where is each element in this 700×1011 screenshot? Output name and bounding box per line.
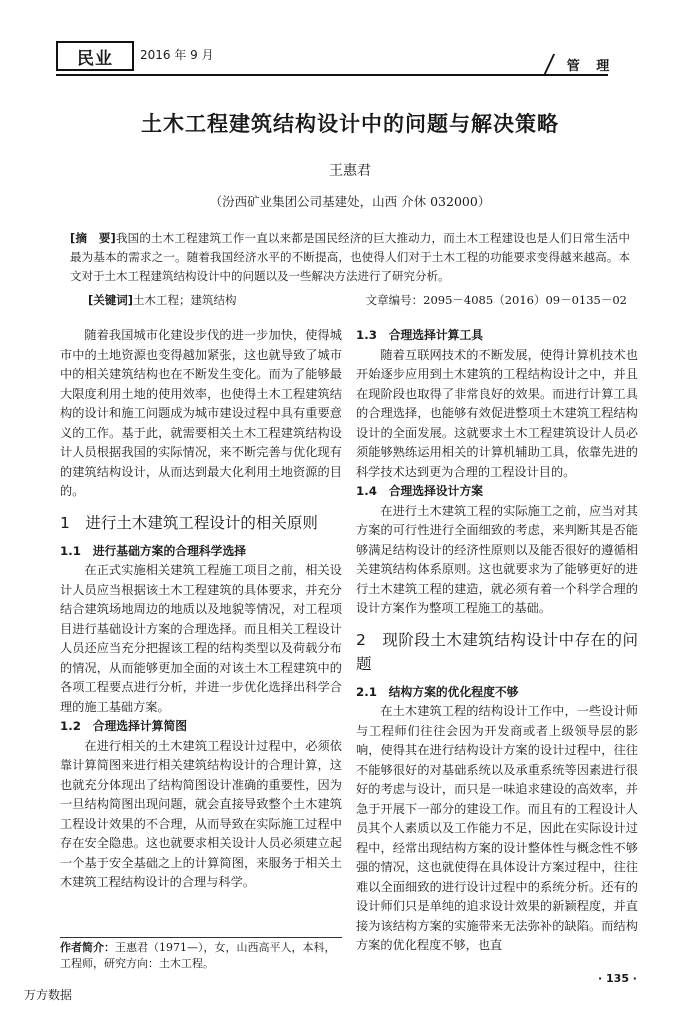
section-1-3-text: 随着互联网技术的不断发展，使得计算机技术也开始逐步应用到土木建筑的工程结构设计之中，并且在现阶段也取得了非常良好的效果。而进行计算工具的合理选择，也能够有效促进整项土木建筑工程结构设计的全面发展。这就要求土木工程建筑设计人员必须能够熟练运用相关的计算机辅助工具，依靠先进的科学技术达到更为合理的工程设计目的。 (356, 347, 638, 479)
header-rule (56, 74, 608, 76)
left-column (60, 326, 342, 893)
section-1-2-text: 在进行相关的土木建筑工程设计过程中，必须依靠计算简图来进行相关建筑结构设计的合理计算，这也就充分体现出了结构简图设计准确的重要性，因为一旦结构简图出现问题，就会直接导致整个土木建筑工程设计效果的不合理，从而导致在实际施工过程中存在安全隐患。这也就要求相关设计人员必须建立起一个基于安全基础之上的计算简图，来服务于相关土木建筑工程结构设计的合理与科学。 (60, 738, 342, 889)
article-number: 文章编号：2095－4085（2016）09－0135－02 (365, 293, 627, 307)
article-title: 土木工程建筑结构设计中的问题与解决策略 (141, 112, 559, 136)
author-footnote (60, 940, 342, 972)
page-number: · 135 · (598, 972, 637, 985)
section-1-3-heading: 1.3 合理选择计算工具 (356, 328, 484, 342)
section-1-1-text: 在正式实施相关建筑工程施工项目之前，相关设计人员应当根据该土木工程建筑的具体要求，并充分结合建筑场地周边的地质以及地貌等情况，对工程项目进行基础设计方案的合理选择。而且相关工程设计人员还应当充分把握该工程的结构类型以及荷载分布的情况，从而能够更加全面的对该土木工程建筑中的各项工程要点进行分析，并进一步优化选择出科学合理的施工基础方案。 (60, 563, 342, 714)
section-1-heading: 1 进行土木建筑工程设计的相关原则 (60, 513, 318, 532)
right-column (356, 326, 638, 956)
section-1-4-text: 在进行土木建筑工程的实际施工之前，应当对其方案的可行性进行全面细致的考虑，来判断其是否能够满足结构设计的经济性原则以及能否很好的遵循相关建筑结构体系原则。这也就要求为了能够更好的进行土木建筑工程的建造，就必须有着一个科学合理的设计方案作为整项工程施工的基础。 (356, 503, 638, 615)
abstract (70, 229, 630, 286)
footnote-rule (60, 937, 342, 938)
source-watermark: 万方数据 (24, 988, 73, 1002)
footnote-text: 王惠君（1971—），女，山西高平人，本科，工程师，研究方向：土木工程。 (60, 941, 336, 970)
author-affiliation: （汾西矿业集团公司基建处，山西 介休 032000） (209, 194, 491, 209)
intro-paragraph: 随着我国城市化建设步伐的进一步加快，使得城市中的土地资源也变得越加紧张，这也就导致了城市中的相关建筑结构也在不断发生变化。而为了能够最大限度利用土地的使用效率，也使得土木工程建筑结构的设计和施工问题成为城市建设过程中具有重要意义的工作。基于此，就需要相关土木工程建筑结构设计人员根据我国的实际情况，来不断完善与优化现有的建筑结构设计，从而达到最大化利用土地资源的目的。 (60, 328, 342, 498)
issue-date: 2016 年 9 月 (140, 48, 214, 62)
keywords (88, 292, 237, 308)
section-2-1-heading: 2.1 结构方案的优化程度不够 (356, 684, 519, 699)
section-2-heading: 2 现阶段土木建筑结构设计中存在的问题 (356, 630, 638, 673)
section-1-2-heading: 1.2 合理选择计算简图 (60, 719, 188, 733)
section-1-4-heading: 1.4 合理选择设计方案 (356, 484, 484, 498)
abstract-text: 我国的土木工程建筑工作一直以来都是国民经济的巨大推动力，而土木工程建设也是人们日常生活中最为基本的需求之一。随着我国经济水平的不断提高，也使得人们对于土木工程的功能要求变得越来越高。本文对于土木工程建筑结构设计中的问题以及一些解决方法进行了研究分析。 (70, 231, 630, 283)
section-1-1-heading: 1.1 进行基础方案的合理科学选择 (60, 543, 247, 558)
journal-logo: 民业 (56, 41, 134, 71)
section-label: 管 理 (556, 52, 626, 76)
section-2-1-text: 在土木建筑工程的结构设计工作中，一些设计师与工程师们往往会因为开发商或者上级领导层的影响，使得其在进行结构设计方案的设计过程中，往往不能够很好的对基础系统以及承重系统等因素进行很好的考虑与设计，而只是一味追求建设的高效率，并急于开展下一部分的建设工作。而且有的工程设计人员其个人素质以及工作能力不足，因此在实际设计过程中，经常出现结构方案的设计整体性与概念性不够强的情况，这也就使得在具体设计方案过程中，往往难以全面细致的进行设计过程中的系统分析。还有的设计师们只是单纯的追求设计效果的新颖程度，并直接为该结构方案的实施带来无法弥补的缺陷。而结构方案的优化程度不够，也直 (356, 704, 638, 952)
abstract-label: [摘 要] (70, 231, 116, 245)
author-name: 王惠君 (329, 163, 371, 179)
footnote-label: 作者简介： (60, 941, 115, 954)
keywords-text: 土木工程；建筑结构 (133, 293, 237, 307)
keywords-label: [关键词] (88, 293, 134, 307)
